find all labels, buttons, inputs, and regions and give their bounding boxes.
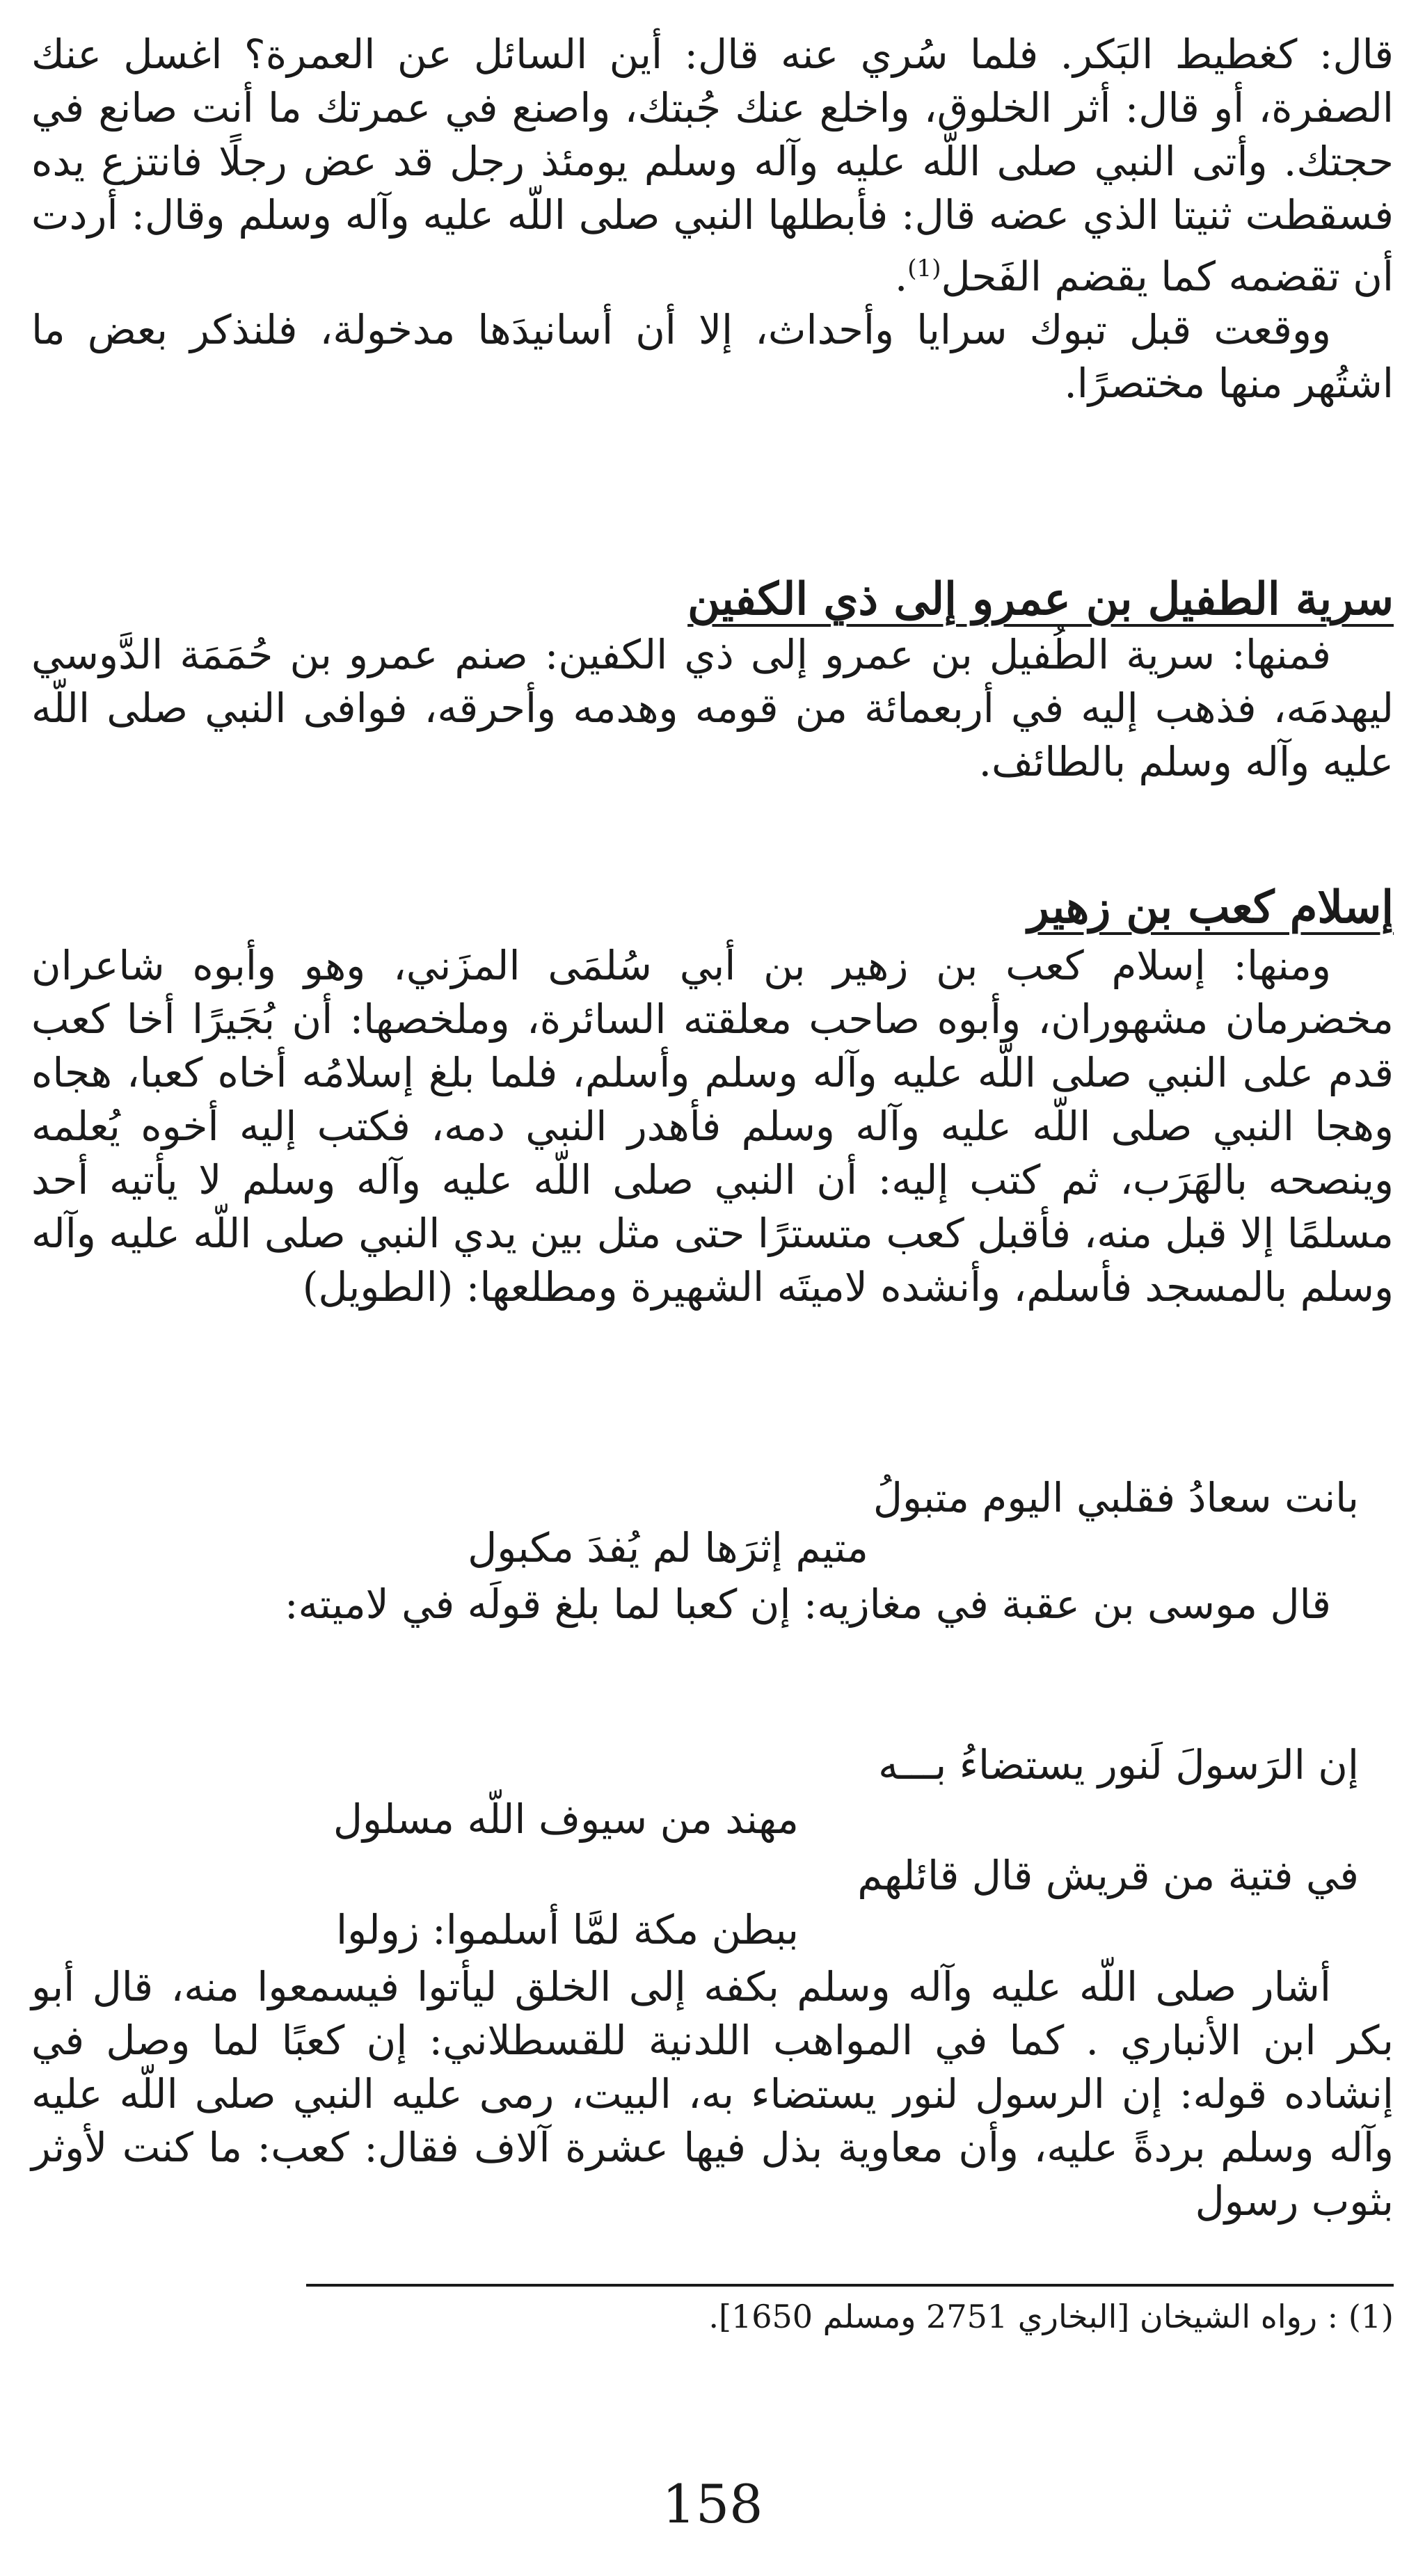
footnote-reference: (1) [907, 255, 941, 282]
paragraph-end: . [894, 253, 908, 301]
section-tufayl-body [31, 628, 1394, 789]
verse-2-first-hemistich: إن الرَسولَ لَنور يستضاءُ بـــه [878, 1741, 1359, 1789]
verse-1-first-hemistich: بانت سعادُ فقلبي اليوم متبولُ [873, 1474, 1359, 1521]
footnote-text: : رواه الشيخان [البخاري 2751 ومسلم 1650]. [708, 2298, 1339, 2335]
paragraph-musa-container [31, 1578, 1394, 1631]
paragraph-expeditions: ووقعت قبل تبوك سرايا وأحداث، إلا أن أسانيدَها مدخولة، فلنذكر بعض ما اشتُهر منها مختصرًا. [31, 306, 1394, 408]
footnote-separator [306, 2284, 1394, 2287]
verse-3-first-hemistich: في فتية من قريش قال قائلهم [857, 1852, 1359, 1899]
paragraph-tradition [31, 28, 1394, 303]
footnote-marker: (1) [1348, 2298, 1394, 2335]
footnote [708, 2296, 1394, 2337]
section-heading-kaab: إسلام كعب بن زهير [1027, 881, 1394, 934]
page-number: 158 [662, 2473, 763, 2535]
verse-1-second-hemistich: متيم إثرَها لم يُفدَ مكبول [468, 1524, 868, 1571]
verse-2-second-hemistich: مهند من سيوف اللّه مسلول [333, 1795, 799, 1843]
verse-3-second-hemistich: ببطن مكة لمَّا أسلموا: زولوا [335, 1906, 799, 1953]
paragraph-tufayl: فمنها: سرية الطُفيل بن عمرو إلى ذي الكفين: صنم عمرو بن حُمَمَة الدَّوسي ليهدمَه، فذهب إليه في أربعمائة من قومه وهدمه وأحرقه، فوافى النبي صلى اللّه عليه وآله وسلم بالطائف. [31, 631, 1394, 785]
paragraph-ishara-container [31, 1960, 1394, 2228]
paragraph-kaab: ومنها: إسلام كعب بن زهير بن أبي سُلمَى المزَني، وهو وأبوه شاعران مخضرمان مشهوران، وأبوه صاحب معلقته السائرة، وملخصها: أن بُجَيرًا أخا كعب قدم على النبي صلى اللّه عليه وآله وسلم وأسلم، فلما بلغ إسلامُه أخاه كعبا، هجاه وهجا النبي صلى اللّه عليه وآله وسلم فأهدر النبي دمه، فكتب إليه أخوه يُعلمه وينصحه بالهَرَب، ثم كتب إليه: أن النبي صلى اللّه عليه وآله وسلم لا يأتيه أحد مسلمًا إلا قبل منه، فأقبل كعب متسترًا حتى مثل بين يدي النبي صلى اللّه عليه وآله وسلم بالمسجد فأسلم، وأنشده لاميتَه الشهيرة ومطلعها: (الطويل) [31, 942, 1394, 1311]
paragraph-musa: قال موسى بن عقبة في مغازيه: إن كعبا لما بلغ قولَه في لاميته: [284, 1581, 1331, 1628]
body-text-top [31, 28, 1394, 410]
section-kaab-body [31, 939, 1394, 1314]
section-heading-tufayl: سرية الطفيل بن عمرو إلى ذي الكفين [687, 573, 1394, 625]
paragraph-text: قال: كغطيط البَكر. فلما سُري عنه قال: أين السائل عن العمرة؟ اغسل عنك الصفرة، أو قال: أثر الخلوق، واخلع عنك جُبتك، واصنع في عمرتك ما أنت صانع في حجتك. وأتى النبي صلى اللّه عليه وآله وسلم يومئذ رجل قد عض رجلًا فانتزع يده فسقطت ثنيتا الذي عضه قال: فأبطلها النبي صلى اللّه عليه وآله وسلم وقال: أردت أن تقضمه كما يقضم الفَحل [31, 31, 1394, 301]
paragraph-ishara: أشار صلى اللّه عليه وآله وسلم بكفه إلى الخلق ليأتوا فيسمعوا منه، قال أبو بكر ابن الأنباري . كما في المواهب اللدنية للقسطلاني: إن كعبًا لما وصل في إنشاده قوله: إن الرسول لنور يستضاء به، البيت، رمى عليه النبي صلى اللّه عليه وآله وسلم بردةً عليه، وأن معاوية بذل فيها عشرة آلاف فقال: كعب: ما كنت لأوثر بثوب رسول [31, 1963, 1394, 2225]
